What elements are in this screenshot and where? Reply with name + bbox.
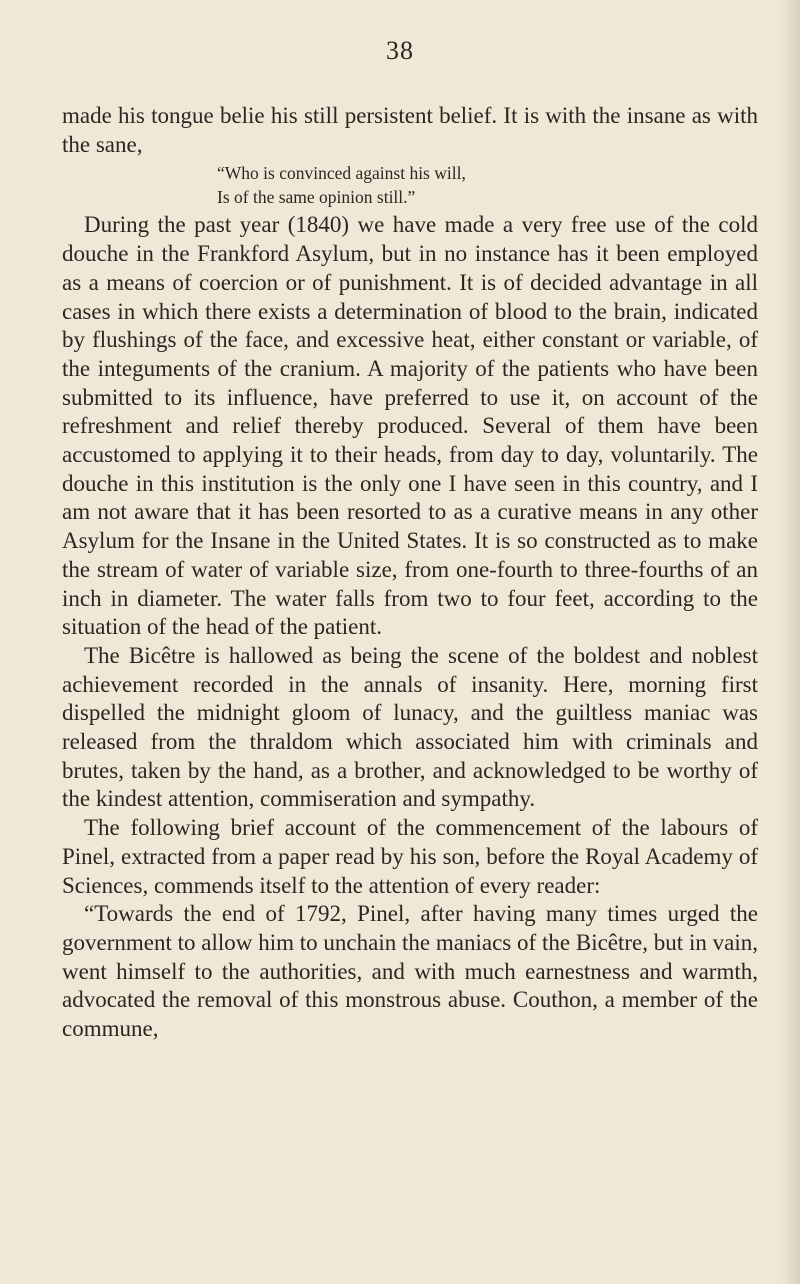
verse-quotation — [217, 161, 758, 209]
verse-line: “Who is convinced against his will, — [217, 163, 466, 184]
paragraph-douche: During the past year (1840) we have made a very free use of the cold douche in the Frankford Asylum, but in no instance has it been employed as a means of coercion or of punishment. It is of decided advantage in all cases in which there exists a determination of blood to the brain, indicated by flushings of the face, and excessive heat, either constant or variable, of the integuments of the cranium. A majority of the patients who have been submitted to its influence, have preferred to use it, on account of the refreshment and relief thereby produced. Several of them have been accustomed to applying it to their heads, from day to day, voluntarily. The douche in this institution is the only one I have seen in this country, and I am not aware that it has been resorted to as a curative means in any other Asylum for the Insane in the United States. It is so constructed as to make the stream of water of variable size, from one-fourth to three-fourths of an inch in diameter. The water falls from two to four feet, according to the situation of the head of the patient. — [62, 212, 758, 640]
paragraph-bicetre: The Bicêtre is hallowed as being the scene of the boldest and noblest achievement recorded in the annals of insanity. Here, morning first dispelled the midnight gloom of lunacy, and the guiltless maniac was released from the thraldom which associated him with criminals and brutes, taken by the hand, as a brother, and acknowledged to be worthy of the kindest attention, commiseration and sympathy. — [62, 642, 758, 812]
page-number: 38 — [386, 36, 414, 65]
paragraph-quotation: “Towards the end of 1792, Pinel, after having many times urged the government to allow him to unchain the maniacs of the Bicêtre, but in vain, went himself to the authorities, and with much earnestness and warmth, advocated the removal of this monstrous abuse. Couthon, a member of the commune, — [62, 901, 758, 1042]
paragraph-pinel-account: The following brief account of the commencement of the labours of Pinel, extracted from a paper read by his son, before the Royal Academy of Sciences, commends itself to the attention of every reader: — [62, 815, 758, 898]
body-text — [62, 102, 758, 1044]
verse-line: Is of the same opinion still.” — [217, 187, 416, 208]
paragraph-opening: made his tongue belie his still persistent belief. It is with the insane as with the sane, — [62, 103, 758, 157]
